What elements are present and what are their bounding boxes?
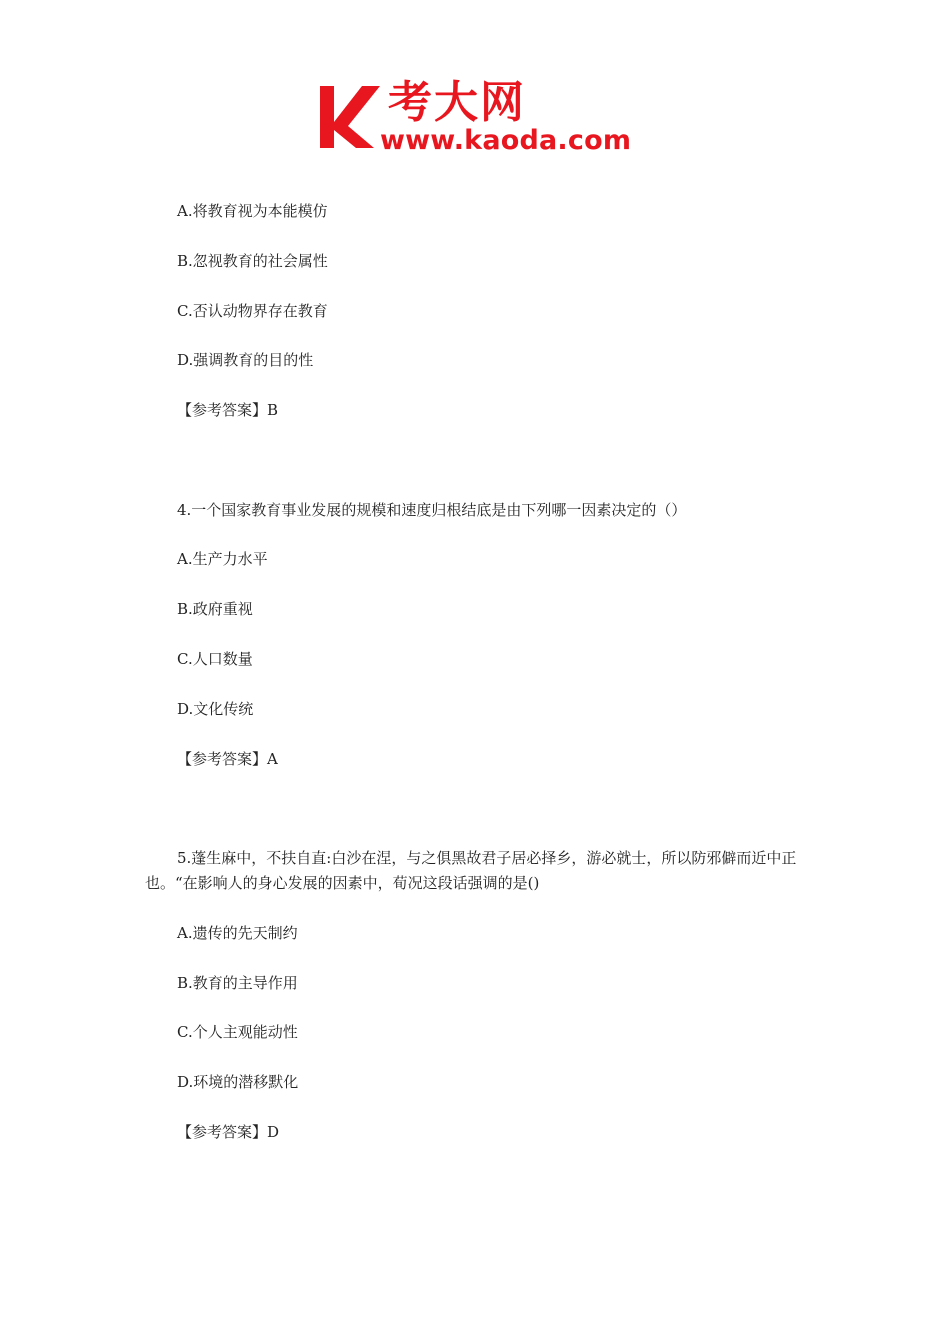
q4-option-b: B.政府重视	[177, 600, 253, 618]
q4-option-a: A.生产力水平	[177, 550, 268, 568]
kaoda-logo	[318, 78, 638, 160]
q5-option-c: C.个人主观能动性	[177, 1023, 298, 1041]
q3-answer: 【参考答案】B	[177, 401, 279, 419]
q3-option-b: B.忽视教育的社会属性	[177, 252, 328, 270]
q4-answer: 【参考答案】A	[177, 750, 278, 768]
q5-question: 5.蓬生麻中，不扶自直:白沙在涅，与之俱黑故君子居必择乡，游必就士，所以防邪僻而近中正也。“在影响人的身心发展的因素中，荀况这段话强调的是()	[145, 849, 797, 892]
q4-question: 4.一个国家教育事业发展的规模和速度归根结底是由下列哪一因素决定的（）	[177, 501, 687, 519]
k-logo-icon	[318, 82, 384, 152]
q3-option-d: D.强调教育的目的性	[177, 351, 314, 369]
q3-option-a: A.将教育视为本能模仿	[177, 202, 328, 220]
logo-brand-text: 考大网	[388, 77, 526, 128]
q4-option-c: C.人口数量	[177, 650, 253, 668]
q3-option-c: C.否认动物界存在教育	[177, 302, 328, 320]
q5-option-d: D.环境的潜移默化	[177, 1073, 299, 1091]
q5-option-b: B.教育的主导作用	[177, 974, 298, 992]
q5-option-a: A.遗传的先天制约	[177, 924, 298, 942]
q4-option-d: D.文化传统	[177, 700, 254, 718]
q5-answer: 【参考答案】D	[177, 1123, 280, 1141]
logo-url-text: www.kaoda.com	[380, 125, 632, 156]
